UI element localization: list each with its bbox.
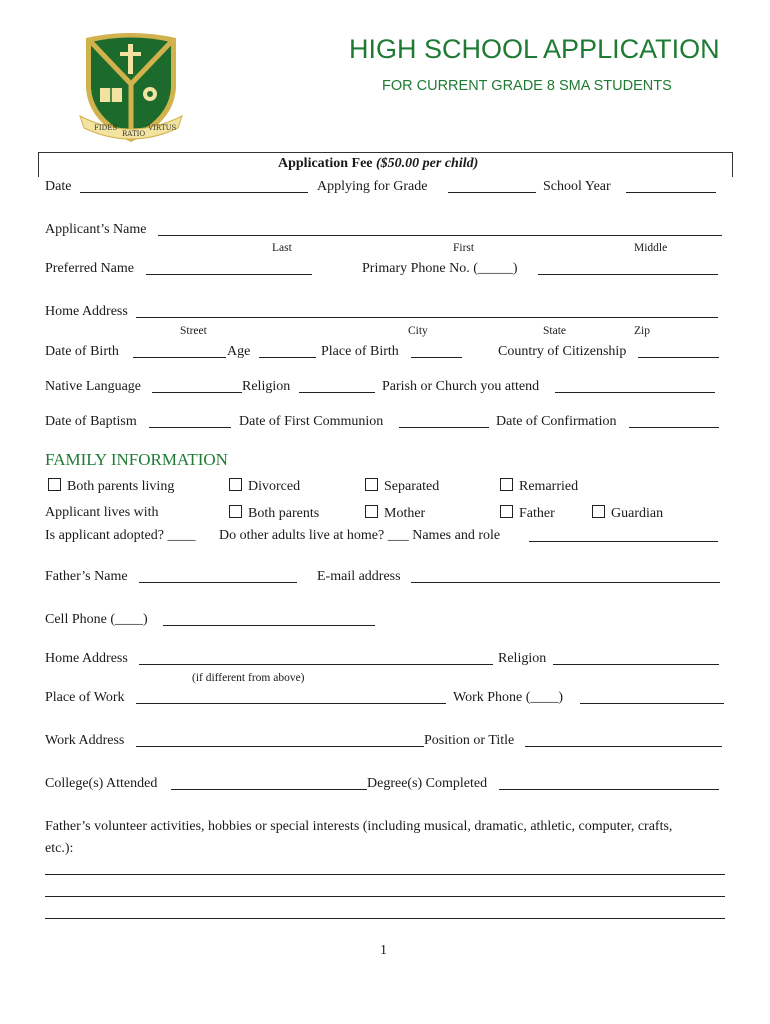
checkbox-icon <box>500 505 513 518</box>
parish-label: Parish or Church you attend <box>382 379 540 394</box>
checkbox-label: Both parents <box>248 506 320 521</box>
school-crest-logo <box>78 30 184 148</box>
fee-line <box>278 156 478 172</box>
checkbox-icon <box>229 478 242 491</box>
place-of-birth-field[interactable] <box>411 357 462 358</box>
names-and-role-field[interactable] <box>529 541 718 542</box>
dob-label: Date of Birth <box>45 344 119 359</box>
father-work-phone-field[interactable] <box>580 703 724 704</box>
father-college-field[interactable] <box>171 789 367 790</box>
checkbox-separated[interactable] <box>365 478 439 495</box>
page-title: HIGH SCHOOL APPLICATION <box>349 34 720 64</box>
applicant-name-label: Applicant’s Name <box>45 222 147 237</box>
age-label: Age <box>227 344 251 359</box>
fee-label: Application Fee <box>278 156 373 171</box>
father-position-label: Position or Title <box>424 733 515 748</box>
father-email-label: E-mail address <box>317 569 401 584</box>
age-field[interactable] <box>259 357 316 358</box>
checkbox-label: Both parents living <box>67 479 175 494</box>
baptism-field[interactable] <box>149 427 231 428</box>
dob-field[interactable] <box>133 357 226 358</box>
grade-field[interactable] <box>448 192 536 193</box>
last-caption: Last <box>272 242 292 254</box>
home-address-field[interactable] <box>136 317 718 318</box>
checkbox-icon <box>48 478 61 491</box>
father-cell-label: Cell Phone (____) <box>45 612 148 627</box>
applicant-name-field[interactable] <box>158 235 722 236</box>
father-work-phone-label: Work Phone (____) <box>453 690 564 705</box>
checkbox-label: Remarried <box>519 479 579 494</box>
state-caption: State <box>543 325 566 337</box>
father-name-field[interactable] <box>139 582 297 583</box>
home-address-label: Home Address <box>45 304 128 319</box>
parish-field[interactable] <box>555 392 715 393</box>
father-home-address-field[interactable] <box>139 664 493 665</box>
preferred-name-field[interactable] <box>146 274 312 275</box>
grade-label: Applying for Grade <box>317 179 428 194</box>
father-volunteer-field-1[interactable] <box>45 874 725 875</box>
checkbox-icon <box>365 478 378 491</box>
checkbox-lives-guardian[interactable] <box>592 505 663 522</box>
checkbox-lives-both-parents[interactable] <box>229 505 319 522</box>
checkbox-icon <box>365 505 378 518</box>
checkbox-icon <box>500 478 513 491</box>
father-volunteer-field-2[interactable] <box>45 896 725 897</box>
checkbox-label: Father <box>519 506 555 521</box>
father-cell-field[interactable] <box>163 625 375 626</box>
date-label: Date <box>45 179 72 194</box>
checkbox-lives-father[interactable] <box>500 505 555 522</box>
preferred-name-label: Preferred Name <box>45 261 135 276</box>
religion-field[interactable] <box>299 392 375 393</box>
checkbox-both-parents-living[interactable] <box>48 478 174 495</box>
father-work-address-label: Work Address <box>45 733 125 748</box>
city-caption: City <box>408 325 428 337</box>
confirmation-field[interactable] <box>629 427 719 428</box>
school-year-field[interactable] <box>626 192 716 193</box>
father-position-field[interactable] <box>525 746 722 747</box>
confirmation-label: Date of Confirmation <box>496 414 617 429</box>
middle-caption: Middle <box>634 242 668 254</box>
religion-label: Religion <box>242 379 291 394</box>
citizenship-label: Country of Citizenship <box>498 344 627 359</box>
checkbox-label: Divorced <box>248 479 301 494</box>
father-volunteer-field-3[interactable] <box>45 918 725 919</box>
crest-motto-3: VIRTUS <box>148 124 177 132</box>
checkbox-icon <box>592 505 605 518</box>
crest-motto-2: RATIO <box>122 130 146 138</box>
checkbox-icon <box>229 505 242 518</box>
father-name-label: Father’s Name <box>45 569 128 584</box>
crest-motto-1: FIDES <box>94 124 118 132</box>
father-religion-label: Religion <box>498 651 547 666</box>
zip-caption: Zip <box>634 325 650 337</box>
lives-with-label: Applicant lives with <box>45 505 159 520</box>
place-of-birth-label: Place of Birth <box>321 344 399 359</box>
date-field[interactable] <box>80 192 308 193</box>
father-college-label: College(s) Attended <box>45 776 158 791</box>
other-adults-label: Do other adults live at home? ___ Names and role <box>219 528 501 543</box>
communion-label: Date of First Communion <box>239 414 384 429</box>
father-work-address-field[interactable] <box>136 746 424 747</box>
primary-phone-label: Primary Phone No. (_____) <box>362 261 518 276</box>
checkbox-remarried[interactable] <box>500 478 578 495</box>
baptism-label: Date of Baptism <box>45 414 137 429</box>
family-section-heading: FAMILY INFORMATION <box>45 450 228 469</box>
checkbox-lives-mother[interactable] <box>365 505 425 522</box>
checkbox-label: Separated <box>384 479 440 494</box>
father-email-field[interactable] <box>411 582 720 583</box>
school-year-label: School Year <box>543 179 611 194</box>
father-degree-label: Degree(s) Completed <box>367 776 488 791</box>
citizenship-field[interactable] <box>638 357 719 358</box>
native-language-field[interactable] <box>152 392 242 393</box>
father-home-address-label: Home Address <box>45 651 128 666</box>
father-work-place-label: Place of Work <box>45 690 125 705</box>
father-volunteer-label-line1: Father’s volunteer activities, hobbies or special interests (including musical, dramatic, athletic, computer, crafts, <box>45 819 673 834</box>
checkbox-divorced[interactable] <box>229 478 300 495</box>
street-caption: Street <box>180 325 207 337</box>
page-number: 1 <box>380 943 387 958</box>
checkbox-label: Mother <box>384 506 426 521</box>
if-different-caption: (if different from above) <box>192 672 305 684</box>
communion-field[interactable] <box>399 427 489 428</box>
page-subtitle: FOR CURRENT GRADE 8 SMA STUDENTS <box>382 78 672 94</box>
checkbox-label: Guardian <box>611 506 664 521</box>
father-religion-field[interactable] <box>553 664 719 665</box>
father-degree-field[interactable] <box>499 789 719 790</box>
fee-amount: ($50.00 per child) <box>376 156 479 171</box>
adopted-label: Is applicant adopted? ____ <box>45 528 196 543</box>
father-work-place-field[interactable] <box>136 703 446 704</box>
primary-phone-field[interactable] <box>538 274 718 275</box>
father-volunteer-label-line2: etc.): <box>45 841 74 856</box>
native-language-label: Native Language <box>45 379 142 394</box>
first-caption: First <box>453 242 475 254</box>
